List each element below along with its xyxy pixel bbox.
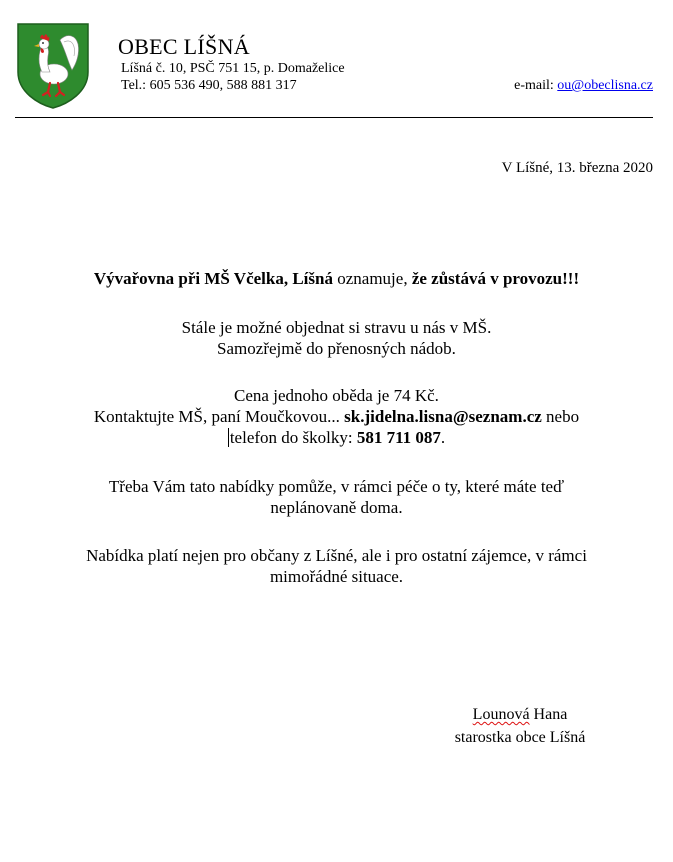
- phone-prefix: telefon do školky:: [229, 428, 357, 447]
- announcement-headline: [20, 268, 653, 289]
- contact-prefix: Kontaktujte MŠ, paní Moučkovou...: [93, 407, 345, 426]
- contact-email: sk.jidelna.lisna@seznam.cz: [344, 407, 542, 426]
- paragraph-offer-scope: [20, 545, 653, 587]
- coat-of-arms-icon: [16, 22, 90, 110]
- municipality-title: OBEC LÍŠNÁ: [118, 34, 250, 59]
- paragraph-line: Samozřejmě do přenosných nádob.: [217, 339, 456, 358]
- price-line: Cena jednoho oběda je 74 Kč.: [234, 386, 439, 405]
- signature-role: starostka obce Líšná: [454, 729, 586, 746]
- header-divider: [15, 117, 653, 118]
- document-date: V Líšné, 13. března 2020: [501, 160, 653, 176]
- office-phone: Tel.: 605 536 490, 588 881 317: [121, 78, 297, 93]
- contact-line: [20, 406, 653, 427]
- signature-firstname: Hana: [529, 706, 568, 723]
- signature-surname: Lounová: [472, 706, 530, 723]
- office-email-line: [514, 78, 653, 94]
- email-label: e-mail:: [514, 78, 554, 93]
- phone-line: [20, 427, 653, 448]
- text-cursor: [228, 428, 229, 447]
- email-link[interactable]: ou@obeclisna.cz: [557, 78, 653, 93]
- paragraph-helpful-offer: [20, 476, 653, 518]
- phone-suffix: .: [440, 428, 446, 447]
- headline-subject: Vývařovna při MŠ Včelka, Líšná: [93, 269, 333, 288]
- contact-suffix: nebo: [541, 407, 580, 426]
- paragraph-line: Nabídka platí nejen pro občany z Líšné, ale i pro ostatní zájemce, v rámci: [86, 546, 587, 565]
- school-phone: 581 711 087: [356, 428, 441, 447]
- headline-status: že zůstává v provozu!!!: [411, 269, 580, 288]
- paragraph-line: neplánovaně doma.: [270, 498, 403, 517]
- paragraph-line: Třeba Vám tato nabídky pomůže, v rámci péče o ty, které máte teď: [108, 477, 565, 496]
- office-address: Líšná č. 10, PSČ 751 15, p. Domaželice: [121, 61, 345, 76]
- signature-name: [400, 706, 640, 724]
- paragraph-line: Stále je možné objednat si stravu u nás v MŠ.: [181, 318, 492, 337]
- paragraph-line: mimořádné situace.: [269, 567, 404, 586]
- headline-verb: oznamuje,: [332, 269, 412, 288]
- paragraph-ordering: [20, 317, 653, 359]
- paragraph-price-contact: [20, 385, 653, 448]
